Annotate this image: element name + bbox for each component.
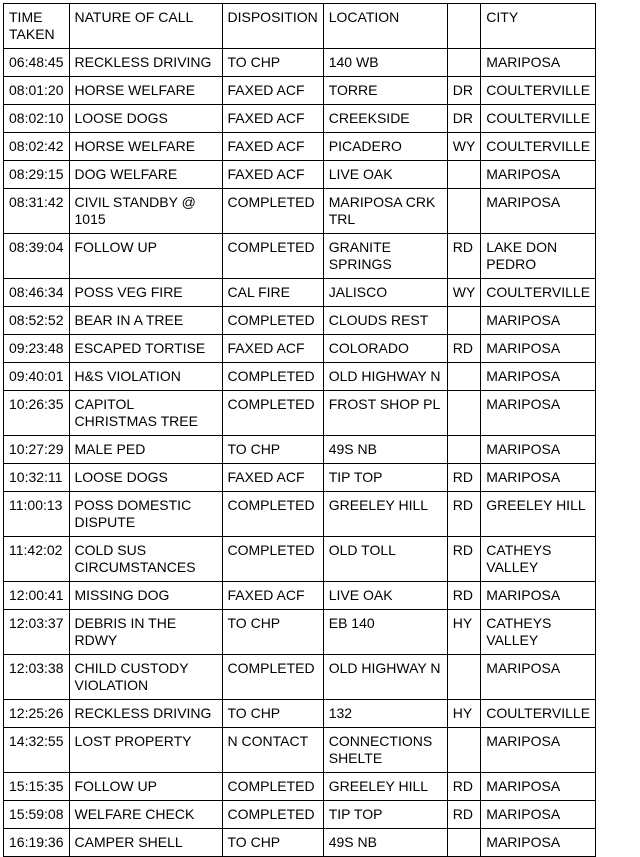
column-header-street-suffix <box>447 4 481 49</box>
time-cell: 11:42:02 <box>4 537 70 582</box>
table-row <box>4 801 596 829</box>
nature-cell: MALE PED <box>69 436 222 464</box>
time-cell: 15:59:08 <box>4 801 70 829</box>
street-suffix-cell: HY <box>447 700 481 728</box>
table-row <box>4 189 596 234</box>
disposition-cell: FAXED ACF <box>222 464 323 492</box>
time-cell: 12:00:41 <box>4 582 70 610</box>
table-row <box>4 77 596 105</box>
nature-cell: POSS VEG FIRE <box>69 279 222 307</box>
street-suffix-cell: RD <box>447 773 481 801</box>
disposition-cell: COMPLETED <box>222 801 323 829</box>
location-cell: OLD HIGHWAY N <box>323 363 447 391</box>
table-row <box>4 234 596 279</box>
table-row <box>4 391 596 436</box>
city-cell: MARIPOSA <box>481 829 596 857</box>
time-cell: 08:01:20 <box>4 77 70 105</box>
city-cell: MARIPOSA <box>481 189 596 234</box>
location-cell: CONNECTIONS SHELTE <box>323 728 447 773</box>
nature-cell: POSS DOMESTIC DISPUTE <box>69 492 222 537</box>
nature-cell: FOLLOW UP <box>69 234 222 279</box>
city-cell: MARIPOSA <box>481 363 596 391</box>
nature-cell: HORSE WELFARE <box>69 77 222 105</box>
city-cell: MARIPOSA <box>481 307 596 335</box>
disposition-cell: CAL FIRE <box>222 279 323 307</box>
time-cell: 08:02:42 <box>4 133 70 161</box>
location-cell: LIVE OAK <box>323 582 447 610</box>
table-row <box>4 582 596 610</box>
location-cell: 49S NB <box>323 436 447 464</box>
street-suffix-cell <box>447 189 481 234</box>
city-cell: COULTERVILLE <box>481 133 596 161</box>
time-cell: 08:31:42 <box>4 189 70 234</box>
location-cell: TORRE <box>323 77 447 105</box>
table-row <box>4 464 596 492</box>
disposition-cell: COMPLETED <box>222 537 323 582</box>
location-cell: GREELEY HILL <box>323 492 447 537</box>
nature-cell: LOST PROPERTY <box>69 728 222 773</box>
time-cell: 12:03:38 <box>4 655 70 700</box>
street-suffix-cell: WY <box>447 133 481 161</box>
nature-cell: RECKLESS DRIVING <box>69 49 222 77</box>
city-cell: MARIPOSA <box>481 464 596 492</box>
table-row <box>4 49 596 77</box>
location-cell: GREELEY HILL <box>323 773 447 801</box>
street-suffix-cell: RD <box>447 335 481 363</box>
table-row <box>4 610 596 655</box>
disposition-cell: COMPLETED <box>222 189 323 234</box>
street-suffix-cell: RD <box>447 537 481 582</box>
disposition-cell: COMPLETED <box>222 655 323 700</box>
time-cell: 10:26:35 <box>4 391 70 436</box>
time-cell: 08:02:10 <box>4 105 70 133</box>
disposition-cell: TO CHP <box>222 49 323 77</box>
street-suffix-cell <box>447 829 481 857</box>
disposition-cell: COMPLETED <box>222 391 323 436</box>
table-row <box>4 105 596 133</box>
nature-cell: RECKLESS DRIVING <box>69 700 222 728</box>
table-row <box>4 307 596 335</box>
location-cell: OLD TOLL <box>323 537 447 582</box>
disposition-cell: TO CHP <box>222 700 323 728</box>
city-cell: MARIPOSA <box>481 436 596 464</box>
location-cell: OLD HIGHWAY N <box>323 655 447 700</box>
disposition-cell: COMPLETED <box>222 307 323 335</box>
time-cell: 15:15:35 <box>4 773 70 801</box>
table-row <box>4 161 596 189</box>
street-suffix-cell <box>447 363 481 391</box>
column-header-city: CITY <box>481 4 596 49</box>
table-row <box>4 279 596 307</box>
city-cell: MARIPOSA <box>481 49 596 77</box>
city-cell: MARIPOSA <box>481 773 596 801</box>
street-suffix-cell <box>447 49 481 77</box>
disposition-cell: TO CHP <box>222 610 323 655</box>
disposition-cell: FAXED ACF <box>222 77 323 105</box>
nature-cell: DEBRIS IN THE RDWY <box>69 610 222 655</box>
disposition-cell: COMPLETED <box>222 492 323 537</box>
nature-cell: HORSE WELFARE <box>69 133 222 161</box>
time-cell: 09:40:01 <box>4 363 70 391</box>
nature-cell: LOOSE DOGS <box>69 464 222 492</box>
street-suffix-cell <box>447 161 481 189</box>
city-cell: MARIPOSA <box>481 582 596 610</box>
nature-cell: CIVIL STANDBY @ 1015 <box>69 189 222 234</box>
disposition-cell: N CONTACT <box>222 728 323 773</box>
header-row <box>4 4 596 49</box>
street-suffix-cell: WY <box>447 279 481 307</box>
nature-cell: MISSING DOG <box>69 582 222 610</box>
time-cell: 11:00:13 <box>4 492 70 537</box>
street-suffix-cell: DR <box>447 77 481 105</box>
table-row <box>4 537 596 582</box>
table-row <box>4 133 596 161</box>
location-cell: MARIPOSA CRK TRL <box>323 189 447 234</box>
street-suffix-cell <box>447 655 481 700</box>
street-suffix-cell: HY <box>447 610 481 655</box>
nature-cell: DOG WELFARE <box>69 161 222 189</box>
disposition-cell: FAXED ACF <box>222 335 323 363</box>
nature-cell: H&S VIOLATION <box>69 363 222 391</box>
street-suffix-cell <box>447 728 481 773</box>
nature-cell: ESCAPED TORTISE <box>69 335 222 363</box>
table-row <box>4 700 596 728</box>
nature-cell: COLD SUS CIRCUMSTANCES <box>69 537 222 582</box>
street-suffix-cell: DR <box>447 105 481 133</box>
city-cell: MARIPOSA <box>481 161 596 189</box>
disposition-cell: FAXED ACF <box>222 105 323 133</box>
street-suffix-cell <box>447 391 481 436</box>
location-cell: COLORADO <box>323 335 447 363</box>
location-cell: 132 <box>323 700 447 728</box>
location-cell: 140 WB <box>323 49 447 77</box>
time-cell: 08:46:34 <box>4 279 70 307</box>
city-cell: COULTERVILLE <box>481 77 596 105</box>
disposition-cell: TO CHP <box>222 829 323 857</box>
time-cell: 06:48:45 <box>4 49 70 77</box>
time-cell: 16:19:36 <box>4 829 70 857</box>
city-cell: COULTERVILLE <box>481 700 596 728</box>
location-cell: TIP TOP <box>323 801 447 829</box>
street-suffix-cell <box>447 307 481 335</box>
street-suffix-cell <box>447 436 481 464</box>
location-cell: PICADERO <box>323 133 447 161</box>
city-cell: MARIPOSA <box>481 801 596 829</box>
city-cell: MARIPOSA <box>481 655 596 700</box>
location-cell: TIP TOP <box>323 464 447 492</box>
city-cell: MARIPOSA <box>481 335 596 363</box>
table-row <box>4 829 596 857</box>
street-suffix-cell: RD <box>447 801 481 829</box>
time-cell: 08:29:15 <box>4 161 70 189</box>
city-cell: COULTERVILLE <box>481 105 596 133</box>
city-cell: MARIPOSA <box>481 728 596 773</box>
time-cell: 08:39:04 <box>4 234 70 279</box>
call-log-table <box>3 3 596 857</box>
disposition-cell: COMPLETED <box>222 773 323 801</box>
disposition-cell: FAXED ACF <box>222 161 323 189</box>
disposition-cell: COMPLETED <box>222 363 323 391</box>
nature-cell: CHILD CUSTODY VIOLATION <box>69 655 222 700</box>
table-row <box>4 655 596 700</box>
nature-cell: CAMPER SHELL <box>69 829 222 857</box>
city-cell: CATHEYS VALLEY <box>481 610 596 655</box>
time-cell: 10:32:11 <box>4 464 70 492</box>
table-row <box>4 436 596 464</box>
table-row <box>4 492 596 537</box>
city-cell: MARIPOSA <box>481 391 596 436</box>
time-cell: 14:32:55 <box>4 728 70 773</box>
time-cell: 08:52:52 <box>4 307 70 335</box>
street-suffix-cell: RD <box>447 492 481 537</box>
nature-cell: CAPITOL CHRISTMAS TREE <box>69 391 222 436</box>
location-cell: JALISCO <box>323 279 447 307</box>
nature-cell: BEAR IN A TREE <box>69 307 222 335</box>
time-cell: 09:23:48 <box>4 335 70 363</box>
nature-cell: FOLLOW UP <box>69 773 222 801</box>
city-cell: COULTERVILLE <box>481 279 596 307</box>
street-suffix-cell: RD <box>447 464 481 492</box>
column-header-time: TIME TAKEN <box>4 4 70 49</box>
city-cell: LAKE DON PEDRO <box>481 234 596 279</box>
location-cell: CLOUDS REST <box>323 307 447 335</box>
table-row <box>4 363 596 391</box>
street-suffix-cell: RD <box>447 582 481 610</box>
column-header-location: LOCATION <box>323 4 447 49</box>
column-header-disposition: DISPOSITION <box>222 4 323 49</box>
nature-cell: LOOSE DOGS <box>69 105 222 133</box>
disposition-cell: COMPLETED <box>222 234 323 279</box>
table-row <box>4 728 596 773</box>
location-cell: CREEKSIDE <box>323 105 447 133</box>
table-row <box>4 773 596 801</box>
city-cell: GREELEY HILL <box>481 492 596 537</box>
nature-cell: WELFARE CHECK <box>69 801 222 829</box>
disposition-cell: FAXED ACF <box>222 582 323 610</box>
time-cell: 12:25:26 <box>4 700 70 728</box>
time-cell: 12:03:37 <box>4 610 70 655</box>
disposition-cell: FAXED ACF <box>222 133 323 161</box>
table-body <box>4 49 596 857</box>
city-cell: CATHEYS VALLEY <box>481 537 596 582</box>
location-cell: 49S NB <box>323 829 447 857</box>
time-cell: 10:27:29 <box>4 436 70 464</box>
disposition-cell: TO CHP <box>222 436 323 464</box>
location-cell: GRANITE SPRINGS <box>323 234 447 279</box>
location-cell: LIVE OAK <box>323 161 447 189</box>
street-suffix-cell: RD <box>447 234 481 279</box>
location-cell: EB 140 <box>323 610 447 655</box>
table-row <box>4 335 596 363</box>
column-header-nature: NATURE OF CALL <box>69 4 222 49</box>
location-cell: FROST SHOP PL <box>323 391 447 436</box>
